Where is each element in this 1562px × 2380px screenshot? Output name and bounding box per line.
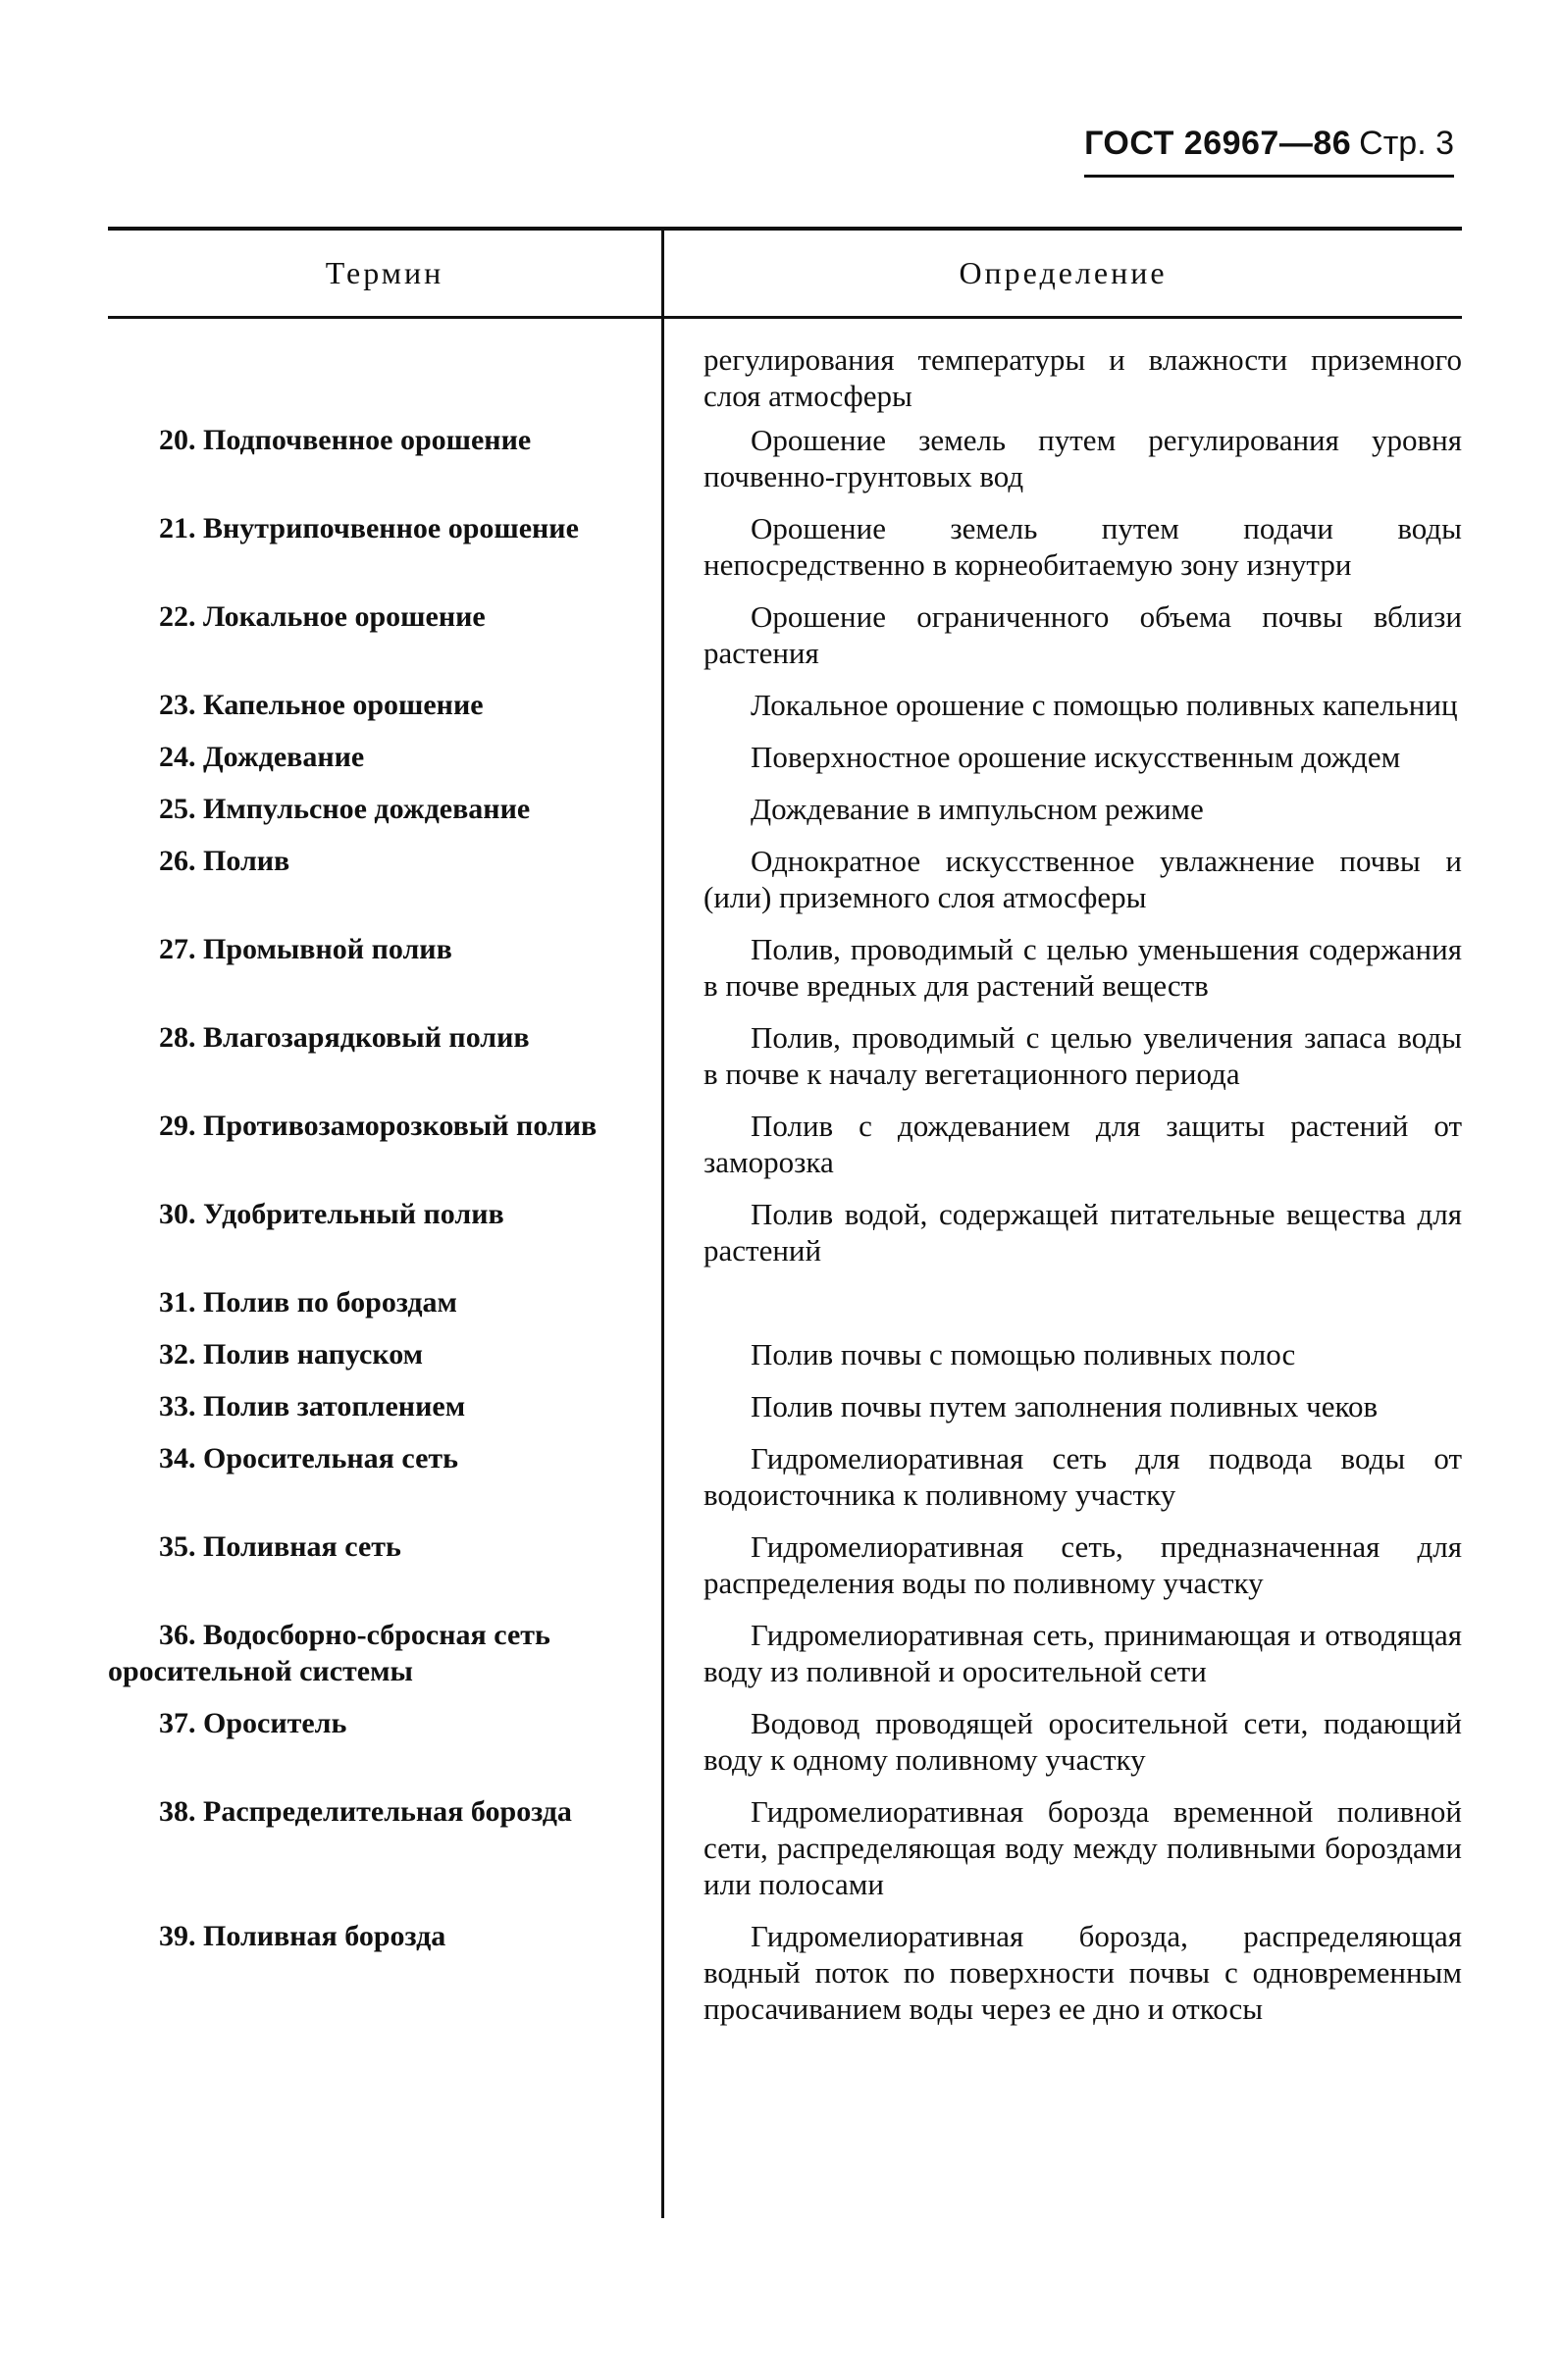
table-row (108, 843, 1462, 915)
term-cell: 32. Полив напуском (159, 1338, 424, 1371)
standard-number: ГОСТ 26967—86 (1084, 125, 1352, 162)
definition-cell: Полив почвы с помощью поливных полос (751, 1337, 1296, 1371)
definition-cell: Орошение ограниченного объема почвы вблизи растения (703, 599, 1462, 670)
term-cell: 23. Капельное орошение (159, 689, 484, 721)
term-cell: 31. Полив по бороздам (159, 1286, 457, 1319)
definition-cell: Орошение земель путем подачи воды непосредственно в корнеобитаемую зону изнутри (703, 511, 1462, 582)
table-row (108, 1336, 1462, 1372)
term-cell: 35. Поливная сеть (159, 1530, 401, 1563)
definition-cell: Водовод проводящей оросительной сети, подающий воду к одному поливному участку (703, 1706, 1462, 1777)
term-cell: 29. Противозаморозковый полив (159, 1110, 598, 1142)
table-row (108, 422, 1462, 494)
definition-cell: Гидромелиоративная сеть, принимающая и отводящая воду из поливной и оросительной сети (703, 1618, 1462, 1688)
term-cell: 36. Водосборно-сбросная сеть оросительной системы (108, 1619, 550, 1687)
term-cell: 22. Локальное орошение (159, 600, 486, 633)
table-row (108, 791, 1462, 827)
definition-cell: Гидромелиоративная борозда временной поливной сети, распределяющая воду между поливными бороздами или полосами (703, 1794, 1462, 1901)
page-header (1084, 124, 1454, 178)
definition-cell: Полив, проводимый с целью увеличения запаса воды в почве к началу вегетационного периода (703, 1020, 1462, 1091)
definition-cell: Гидромелиоративная сеть, предназначенная для распределения воды по поливному участку (703, 1529, 1462, 1600)
definition-cell (664, 1284, 1462, 1320)
table-row (108, 1617, 1462, 1689)
table-row (108, 687, 1462, 723)
table-row (108, 1918, 1462, 2027)
term-cell: 33. Полив затоплением (159, 1390, 466, 1423)
definition-cell: Полив с дождеванием для защиты растений от заморозка (703, 1109, 1462, 1179)
table-row (108, 1108, 1462, 1180)
table-row (108, 1284, 1462, 1320)
table-row (108, 1388, 1462, 1424)
definition-cell: Полив, проводимый с целью уменьшения содержания в почве вредных для растений веществ (703, 932, 1462, 1003)
table-row (108, 341, 1462, 414)
definition-cell: Орошение земель путем регулирования уровня почвенно-грунтовых вод (703, 423, 1462, 493)
definition-cell: Поверхностное орошение искусственным дождем (751, 740, 1401, 774)
table-row (108, 1705, 1462, 1778)
term-cell: 24. Дождевание (159, 741, 365, 773)
term-cell: 20. Подпочвенное орошение (159, 424, 532, 456)
term-cell: 30. Удобрительный полив (159, 1198, 504, 1230)
term-cell: 28. Влагозарядковый полив (159, 1021, 530, 1054)
table-row (108, 598, 1462, 671)
term-cell: 38. Распределительная борозда (159, 1795, 572, 1828)
definition-cell: Гидромелиоративная сеть для подвода воды от водоисточника к поливному участку (703, 1441, 1462, 1512)
table-header-row (108, 231, 1462, 319)
table-row (108, 1019, 1462, 1092)
term-cell (108, 341, 664, 414)
term-cell: 25. Импульсное дождевание (159, 793, 531, 825)
column-divider (661, 227, 664, 2218)
definition-cell: Полив водой, содержащей питательные вещества для растений (703, 1197, 1462, 1268)
column-header-definition: Определение (959, 255, 1168, 290)
table-row (108, 931, 1462, 1004)
table-row (108, 1528, 1462, 1601)
table-row (108, 1196, 1462, 1268)
table-row (108, 510, 1462, 583)
term-cell: 37. Ороситель (159, 1707, 347, 1739)
definition-cell: Локальное орошение с помощью поливных капельниц (751, 688, 1458, 722)
term-cell: 39. Поливная борозда (159, 1920, 446, 1952)
column-header-term: Термин (108, 231, 664, 316)
definition-cell: Полив почвы путем заполнения поливных чеков (751, 1389, 1379, 1423)
table-body (108, 319, 1462, 2027)
term-cell: 34. Оросительная сеть (159, 1442, 458, 1475)
definition-cell: Однократное искусственное увлажнение почвы и (или) приземного слоя атмосферы (703, 844, 1462, 914)
table-row (108, 1793, 1462, 1902)
terms-table (108, 227, 1462, 2027)
definition-cell: Дождевание в импульсном режиме (751, 792, 1204, 826)
table-row (108, 739, 1462, 775)
term-cell: 26. Полив (159, 845, 290, 877)
definition-cell: регулирования температуры и влажности приземного слоя атмосферы (703, 342, 1462, 413)
term-cell: 21. Внутрипочвенное орошение (159, 512, 579, 544)
table-row (108, 1440, 1462, 1513)
term-cell: 27. Промывной полив (159, 933, 452, 965)
definition-cell: Гидромелиоративная борозда, распределяющая водный поток по поверхности почвы с одновременным просачиванием воды через ее дно и откосы (703, 1919, 1462, 2026)
page-number: Стр. 3 (1359, 125, 1454, 162)
